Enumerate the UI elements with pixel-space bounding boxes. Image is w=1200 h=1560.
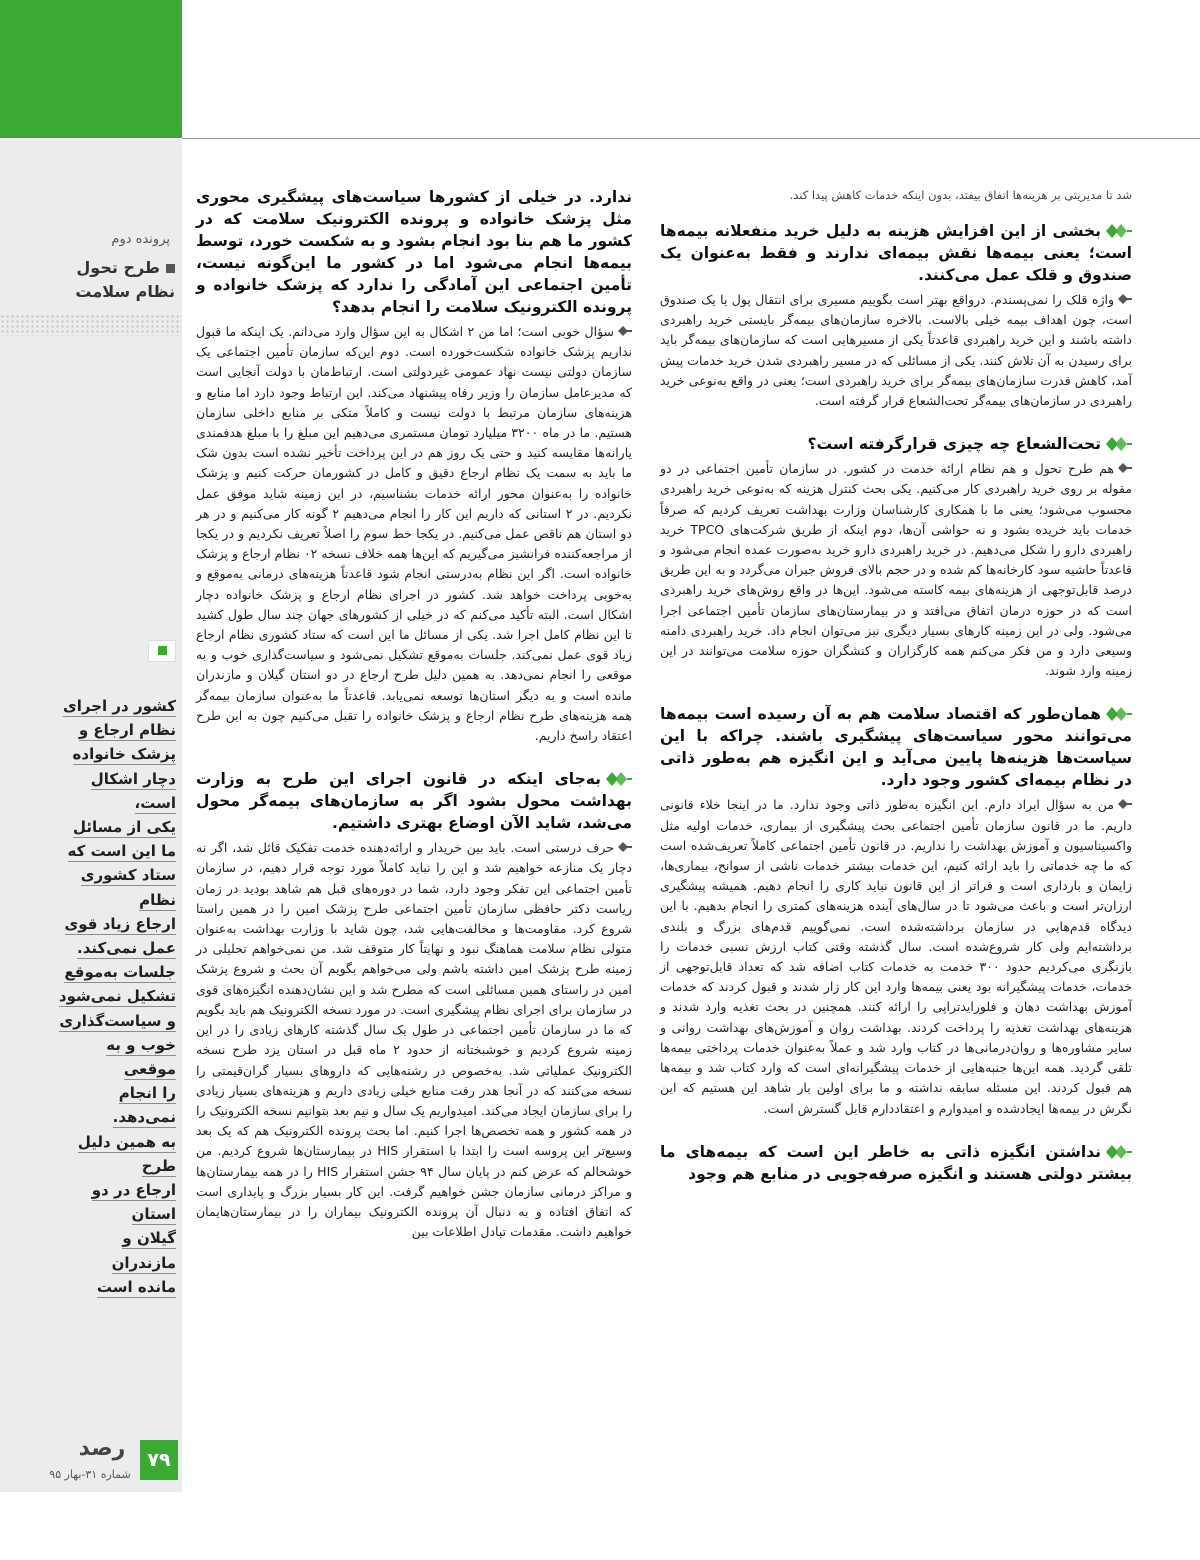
issue-label: شماره ۳۱-بهار ۹۵ — [49, 1468, 131, 1481]
pull-quote-line: خوب و به موقعی — [106, 1035, 176, 1079]
question-heading — [660, 220, 1132, 286]
pull-quote-line: گیلان و مازندران — [111, 1229, 176, 1272]
pull-quote-line: را انجام نمی‌دهد. — [112, 1084, 176, 1127]
answer-text: هم طرح تحول و هم نظام ارائه خدمت در کشور. در سازمان تأمین اجتماعی در دو مقوله بر روی خرید راهبردی کار می‌کنیم. یکی بحث کنترل هزینه که به‌نوعی خرید راهبردی محسوب می‌شود؛ یعنی ما با همکاری کارشناسان وزارت بهداشت تعریف کردیم که صرفاً خدمات باید خریده بشود و نه حواشی آن‌ها، دوم اینکه از طریق شرکت‌های TPCO خرید راهبردی دارو را شکل می‌دهیم. در خرید راهبردی دارو خرید به‌صورت عمده انجام می‌شود و قاعدتاً حاشیه سود کارخانه‌ها کم شده و در حجم بالای فروش جبران می‌گردد و به این طریق درصد قابل‌توجهی از هزینه‌های بیمه کاسته می‌شود. این‌ها در واقع روش‌های خرید راهبردی است که در حوزه درمان اتفاق می‌افتد و در بیمارستان‌های سازمان تأمین اجتماعی اجرا می‌شود. ولی در این زمینه کارهای بسیار دیگری نیز می‌توان انجام داد. خرید راهبردی دامنه وسیعی دارد و من فکر می‌کنم همه کارگزاران و کنشگران حوزه سلامت می‌توانند در این زمینه وارد شوند. — [660, 461, 1132, 679]
pull-quote-line: ارجاع زیاد قوی — [64, 914, 176, 933]
intro-paragraph: شد تا مدیریتی بر هزینه‌ها اتفاق بیفتد، بدون اینکه خدمات کاهش پیدا کند. — [789, 188, 1132, 202]
magazine-logo: رصد — [78, 1436, 126, 1461]
answer-arrow-icon — [1118, 799, 1132, 809]
double-arrow-icon — [1106, 224, 1132, 238]
answer-text: سؤال خوبی است؛ اما من ۲ اشکال به این سؤال وارد می‌دانم. یک اینکه ما قبول نداریم پزشک خانواده شکست‌خورده است. دوم این‌که سازمان تأمین اجتماعی یک سازمان دولتی نیست نهاد عمومی غیردولتی است. ارتباط‌مان با دولت آنجایی است که مدیرعامل سازمان را وزیر رفاه پیشنهاد می‌کند. این ارتباط وجود دارد اما منابع و هزینه‌های سازمان مرتبط با دولت نیست و کاملاً متکی بر منابع داخلی سازمان هستیم. ما در ماه ۳۲۰۰ میلیارد تومان مستمری می‌دهیم این مبلغ را با مبلغ هدفمندی یارانه‌ها مقایسه کنید و حتی یک روز هم در این پرداخت تأخیر نشده است بدون شک ما باید به سمت یک نظام ارجاع دقیق و کامل در کشورمان حرکت کنیم و پزشک خانواده را به‌عنوان محور ارائه خدمات بشناسیم، در این زمینه شاید موفق عمل نکردیم. در ۲ استانی که داریم این کار را انجام می‌دهیم ۲ گونه کار می‌کنیم و در هر دو استان هم ناقص عمل می‌کنیم. در یکجا خط سوم را اصلاً تعریف نکردیم و در یکجا از مراجعه‌کننده فرانشیز می‌گیریم که این‌ها همه خلاف نسخه ۰۲ نظام ارجاع و پزشک خانواده است. اگر این نظام به‌درستی انجام شود قاعدتاً هزینه‌های درمانی به‌موقع و به‌خوبی پرداخت خواهد شد. کشور در اجرای نظام ارجاع و پزشک خانواده دچار اشکال است. البته تأکید می‌کنم که در خیلی از کشورهای جهان چند سال طول کشید تا این نظام کامل اجرا شد. یکی از مسائل ما این است که ستاد کشوری نظام ارجاع زیاد قوی عمل نمی‌کند. جلسات به‌موقع تشکیل نمی‌شود و سیاست‌گذاری خوب و به موقعی را انجام نمی‌دهد. به همین دلیل طرح ارجاع در دو استان گیلان و مازندران مانده است و به دیگر استان‌ها توسعه نمی‌یابد. قاعدتاً ما به‌عنوان سازمان بیمه‌گر همه هزینه‌های طرح نظام ارجاع و پزشک خانواده را تقبل می‌کنیم چون به این طرح اعتقاد راسخ داریم. — [196, 324, 632, 744]
page-number: ۷۹ — [140, 1440, 178, 1480]
pull-quote-line: ستاد کشوری نظام — [80, 866, 176, 909]
question-text: تحت‌الشعاع چه چیزی قرارگرفته است؟ — [807, 435, 1101, 454]
answer-arrow-icon — [618, 326, 632, 336]
answer-arrow-icon — [1118, 294, 1132, 304]
article-column-right — [660, 186, 1132, 1189]
question-heading-continued: ندارد. در خیلی از کشورها سیاست‌های پیشگیری محوری مثل پزشک خانواده و پرونده الکترونیک سلامت که در کشور ما هم بنا بود انجام بشود و به شکست خورد، توسط بیمه‌ها انجام می‌شود اما در کشور ما این‌گونه نیست، تأمین اجتماعی این آمادگی را ندارد که پزشک خانواده و پرونده الکترونیک سلامت را انجام بدهد؟ — [196, 188, 632, 316]
section-label: پرونده دوم — [111, 232, 170, 247]
section-title-line-2: نظام سلامت — [75, 282, 175, 301]
answer-paragraph — [660, 459, 1132, 681]
dot-pattern-band — [0, 314, 182, 336]
pull-quote-line: جلسات به‌موقع — [64, 963, 176, 982]
answer-arrow-icon — [618, 842, 632, 852]
pull-quote — [58, 694, 176, 1299]
question-heading — [660, 703, 1132, 791]
pull-quote-line: نظام ارجاع و — [78, 721, 176, 740]
pull-quote-line: پزشک خانواده — [72, 745, 176, 764]
page-footer — [0, 1432, 1200, 1560]
double-arrow-icon — [1106, 437, 1132, 451]
double-arrow-icon — [1106, 1145, 1132, 1159]
answer-text: من به سؤال ایراد دارم. این انگیزه به‌طور ذاتی وجود ندارد. ما در اینجا خلاء قانونی داریم. ما در قانون سازمان تأمین اجتماعی بحث پیشگیری از بیماری، خدمات اولیه مثل واکسیناسیون و آموزش بهداشت را نداریم. در قانون تأمین اجتماعی کاملاً تعریف‌شده است که ما چه خدماتی را باید ارائه کنیم، این خدمات بیشتر خدمات ناشی از سوانح، بیماری‌ها، زایمان و بارداری است و فراتر از این قانون نباید کاری را انجام دهیم. همیشه پیشگیری ارزان‌تر است و باعث می‌شود تا در سال‌های آینده هزینه‌های کمتری را انجام بدهیم. با این دیدگاه قدم‌هایی در سازمان برداشته‌شده است. نمی‌گوییم قدم‌های بزرگ و بلندی برداشته‌ایم ولی کار شروع‌شده است. سال گذشته وقتی کتاب ارزش نسبی خدمات را بازنگری می‌کردیم حدود ۳۰۰ خدمت به خدمات کتاب اضافه شد که تعداد قابل‌توجهی از خدمات، خدمات پیشگیرانه بود یعنی بیمه‌ها وارد این کار زار شدند و قبول کردند که خدمات آموزش بهداشت دهان و فلوراید‌تراپی را ارائه کنند. همچنین در بحث تغذیه وارد شدند و هزینه‌های بهداشت تغذیه را پرداخت کردند. بهداشت روان و آموزش‌های بهداشت روانی و سایر مشاوره‌ها و روان‌درمانی‌ها در کتاب وارد شد و عملاً به‌عنوان خدمات پرداختی بیمه‌ها تلقی گردید. همه این‌ها جنبه‌هایی از خدمات پیشگیرانه‌ای است که وارد کتاب شد و بیمه‌ها هم قبول کردند. این مسئله سابقه نداشته و ما برای اولین بار شاهد این هستیم که این نگرش در بیمه‌ها ایجادشده و امیدوارم و اعتقاددارم قابل گسترش است. — [660, 797, 1133, 1116]
section-title — [15, 256, 175, 304]
pull-quote-line: ارجاع در دو استان — [91, 1181, 176, 1224]
answer-arrow-icon — [1118, 463, 1132, 473]
question-text: همان‌طور که اقتصاد سلامت هم به آن رسیده است بیمه‌ها می‌توانند محور سیاست‌های پیشگیری باشند. چراکه با این سیاست‌ها هزینه‌ها پایین می‌آید و این انگیزه هم به‌طور ذاتی در نظام بیمه‌ای کشور وجود دارد. — [660, 705, 1132, 790]
question-text: بخشی از این افزایش هزینه به دلیل خرید منفعلانه بیمه‌ها است؛ یعنی بیمه‌ها نقش بیمه‌ای ندارند و فقط به‌عنوان یک صندوق و قلک عمل می‌کنند. — [660, 222, 1132, 284]
pull-quote-line: مانده است — [96, 1277, 176, 1296]
answer-paragraph — [660, 795, 1132, 1118]
pull-quote-line: تشکیل نمی‌شود — [58, 987, 176, 1006]
answer-paragraph — [196, 322, 632, 746]
double-arrow-icon — [1106, 707, 1132, 721]
header-accent-block — [0, 0, 182, 138]
pull-quote-line: ما این است که — [67, 842, 176, 861]
pull-quote-line: به همین دلیل طرح — [77, 1132, 176, 1175]
green-square-icon — [148, 640, 176, 662]
pull-quote-line: و سیاست‌گذاری — [59, 1011, 176, 1030]
section-title-line-1: طرح تحول — [76, 258, 160, 277]
answer-paragraph — [660, 290, 1132, 411]
pull-quote-line: دچار اشکال است، — [90, 769, 176, 812]
answer-text: حرف درستی است. باید بین خریدار و ارائه‌دهنده خدمت تفکیک قائل شد، اگر نه دچار یک منازعه خواهیم شد و این را نباید کاملاً مورد توجه قرار دهیم، در سازمان تأمین اجتماعی این تفکر وجود دارد، شما در دوره‌های قبل هم شاهد بودید در زمان ریاست دکتر حافظی سازمان تأمین اجتماعی طرح پزشک امین را در همین راستا شروع کرد. مقاومت‌ها و مخالفت‌هایی شد، چون شاید با وزارت بهداشت به‌عنوان متولی نظام سلامت هماهنگ نبود و نهایتاً کار متوقف شد. من نمی‌خواهم تحلیلی در زمینه طرح پزشک امین داشته باشم ولی می‌خواهم بگویم آن بحث و شروع پزشک امین در راستای همین مسائلی است که مطرح شد و این نشان‌دهنده انگیزه‌های قوی در سازمان برای اجرای نظام پیشگیری است. در مورد نسخه الکترونیک هم باید بگویم که ما در سازمان تأمین اجتماعی در طول یک سال گذشته کارهای زیادی را در این زمینه شروع کردیم و خوشبختانه از حدود ۲ ماه قبل در استان یزد طرح نسخه الکترونیک عملیاتی شد. به‌خصوص در رشته‌هایی که داروهای بسیار گران‌قیمتی را نسخه می‌کنند که در آنجا هدر رفت منابع خیلی زیادی داریم و هزینه‌های بسیار زیادی را برای سازمان ایجاد می‌کند. امیدواریم یک سال و نیم بعد بتوانیم نسخه الکترونیک را در همه کشور و همه تخصص‌ها اجرا کنیم. اما بحث پرونده الکترونیک هم که یک بعد وسیع‌تر این پروسه است را ابتدا با استقرار HIS در بیمارستان‌ها شروع کردیم. من خوشحالم که عرض کنم در پایان سال ۹۴ جشن استقرار HIS را در همه بیمارستان‌ها و مراکز درمانی سازمان جشن خواهیم گرفت. این کار بسیار بزرگ و پایداری است که اتفاق افتاده و به دنبال آن پرونده الکترونیک بیماران را در بیمارستان‌هایمان خواهیم داشت. مقدمات تبادل اطلاعات بین — [196, 840, 632, 1240]
question-heading — [660, 433, 1132, 455]
question-text: به‌جای اینکه در قانون اجرای این طرح به وزارت بهداشت محول بشود اگر به سازمان‌های بیمه‌گر محول می‌شد، شاید الآن اوضاع بهتری داشتیم. — [196, 770, 632, 833]
answer-text: واژه قلک را نمی‌پسندم. درواقع بهتر است بگوییم مسیری برای انتقال پول یا یک صندوق است، چون اهداف بیمه خیلی بالاست. بالاخره سازمان‌های بیمه‌گر بایستی خرید راهبردی داشته باشند و این خرید راهبردی قاعدتاً یکی از مسیرهایی است که سازمان‌های بیمه‌گر باید برای رسیدن به آن تلاش کنند. یکی از مسائلی که در مسیر راهبردی شدن خرید خدمات پیش آمد، کاهش قدرت سازمان‌های بیمه‌گر برای خرید راهبردی است؛ یعنی در واقع به‌نوعی خرید راهبردی در سازمان‌های بیمه‌گر تحت‌الشعاع قرار گرفته است. — [660, 292, 1132, 409]
pull-quote-line: کشور در اجرای — [63, 697, 176, 715]
question-heading — [660, 1141, 1132, 1185]
question-heading — [196, 768, 632, 834]
answer-paragraph — [196, 838, 632, 1242]
double-arrow-icon — [606, 772, 632, 786]
square-bullet-icon — [166, 264, 175, 273]
header-rule — [182, 138, 1200, 139]
article-column-middle — [196, 186, 632, 1242]
pull-quote-line: عمل نمی‌کند. — [77, 939, 176, 958]
pull-quote-line: یکی از مسائل — [73, 818, 176, 837]
question-text: نداشتن انگیزه ذاتی به خاطر این است که بیمه‌های ما بیشتر دولتی هستند و انگیزه صرفه‌جویی در منابع هم وجود — [660, 1142, 1132, 1183]
